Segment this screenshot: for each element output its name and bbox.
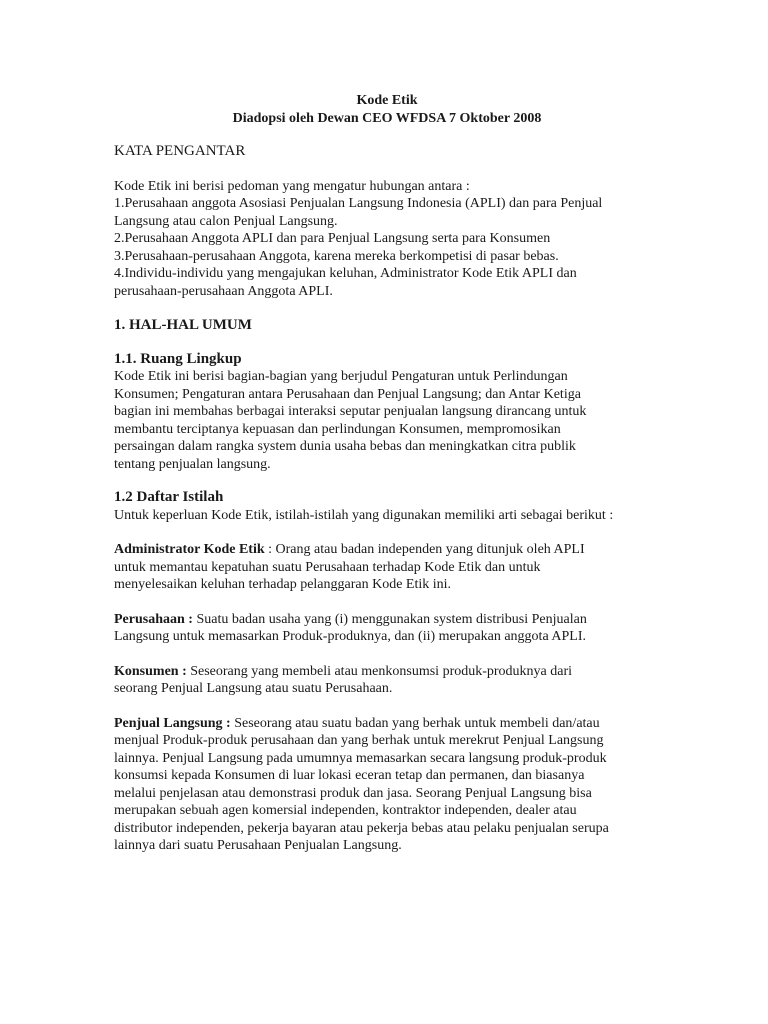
term-line: lainnya. Penjual Langsung pada umumnya memasarkan secara langsung produk-produk <box>114 750 607 766</box>
term-line: untuk memantau kepatuhan suatu Perusahaan terhadap Kode Etik dan untuk <box>114 559 541 575</box>
glossary-heading: 1.2 Daftar Istilah <box>114 489 224 505</box>
term-label: Perusahaan : <box>114 611 193 627</box>
term-first-line <box>114 611 654 629</box>
term-line: distributor independen, pekerja bayaran atau pekerja bebas atau pelaku penjualan serupa <box>114 820 609 836</box>
term-perusahaan <box>114 611 654 646</box>
title-block <box>120 92 654 127</box>
scope-line: persaingan dalam rangka system dunia usaha bebas dan meningkatkan citra publik <box>114 439 576 454</box>
term-line: menyelesaikan keluhan terhadap pelanggaran Kode Etik ini. <box>114 577 452 592</box>
scope-line: Kode Etik ini berisi bagian-bagian yang berjudul Pengaturan untuk Perlindungan <box>114 369 568 384</box>
scope-line: Konsumen; Pengaturan antara Perusahaan dan Penjual Langsung; dan Antar Ketiga <box>114 386 581 402</box>
document-title: Kode Etik <box>356 93 418 108</box>
term-definition-start: : Orang atau badan independen yang ditunjuk oleh APLI <box>264 542 585 557</box>
intro-line: perusahaan-perusahaan Anggota APLI. <box>114 283 333 299</box>
intro-paragraph <box>114 178 654 301</box>
term-line: Langsung untuk memasarkan Produk-produknya, dan (ii) merupakan anggota APLI. <box>114 629 587 644</box>
intro-line: Langsung atau calon Penjual Langsung. <box>114 213 338 229</box>
term-line: konsumsi kepada Konsumen di luar lokasi eceran tetap dan permanen, dan biasanya <box>114 768 585 783</box>
term-penjual-langsung <box>114 715 654 855</box>
term-line: menjual Produk-produk perusahaan dan yang berhak untuk merekrut Penjual Langsung <box>114 733 604 748</box>
intro-line: 1.Perusahaan anggota Asosiasi Penjualan Langsung Indonesia (APLI) dan para Penjual <box>114 196 603 211</box>
term-administrator <box>114 541 654 594</box>
term-first-line <box>114 663 654 681</box>
scope-heading: 1.1. Ruang Lingkup <box>114 350 242 367</box>
document-subtitle: Diadopsi oleh Dewan CEO WFDSA 7 Oktober 2008 <box>232 110 542 126</box>
intro-line: Kode Etik ini berisi pedoman yang mengatur hubungan antara : <box>114 178 470 194</box>
term-label: Konsumen : <box>114 663 187 679</box>
term-definition-start: Suatu badan usaha yang (i) menggunakan system distribusi Penjualan <box>192 611 587 627</box>
term-first-line <box>114 715 654 733</box>
term-label: Penjual Langsung : <box>114 715 231 731</box>
term-konsumen <box>114 663 654 698</box>
intro-line: 2.Perusahaan Anggota APLI dan para Penjual Langsung serta para Konsumen <box>114 231 551 246</box>
scope-line: bagian ini membahas berbagai interaksi seputar penjualan langsung dirancang untuk <box>114 404 587 419</box>
term-label: Administrator Kode Etik <box>114 542 265 557</box>
term-line: seorang Penjual Langsung atau suatu Perusahaan. <box>114 681 393 696</box>
term-definition-start: Seseorang yang membeli atau menkonsumsi produk-produknya dari <box>186 663 573 679</box>
term-line: merupakan sebuah agen komersial independen, kontraktor independen, dealer atau <box>114 803 577 818</box>
intro-line: 4.Individu-individu yang mengajukan keluhan, Administrator Kode Etik APLI dan <box>114 266 577 281</box>
term-definition-start: Seseorang atau suatu badan yang berhak untuk membeli dan/atau <box>230 715 600 731</box>
term-line: lainnya dari suatu Perusahaan Penjualan Langsung. <box>114 838 402 853</box>
scope-line: tentang penjualan langsung. <box>114 456 271 472</box>
document-page <box>114 92 654 855</box>
glossary-intro <box>114 507 654 525</box>
scope-paragraph <box>114 368 654 473</box>
section-heading: 1. HAL-HAL UMUM <box>114 317 252 333</box>
glossary-intro-line: Untuk keperluan Kode Etik, istilah-istilah yang digunakan memiliki arti sebagai berikut : <box>114 507 614 523</box>
intro-line: 3.Perusahaan-perusahaan Anggota, karena mereka berkompetisi di pasar bebas. <box>114 248 559 264</box>
term-first-line <box>114 541 654 559</box>
intro-heading: KATA PENGANTAR <box>114 143 246 159</box>
scope-line: membantu terciptanya kepuasan dan perlindungan Konsumen, mempromosikan <box>114 421 561 437</box>
term-line: melalui penjelasan atau demonstrasi produk dan jasa. Seorang Penjual Langsung bisa <box>114 785 592 801</box>
